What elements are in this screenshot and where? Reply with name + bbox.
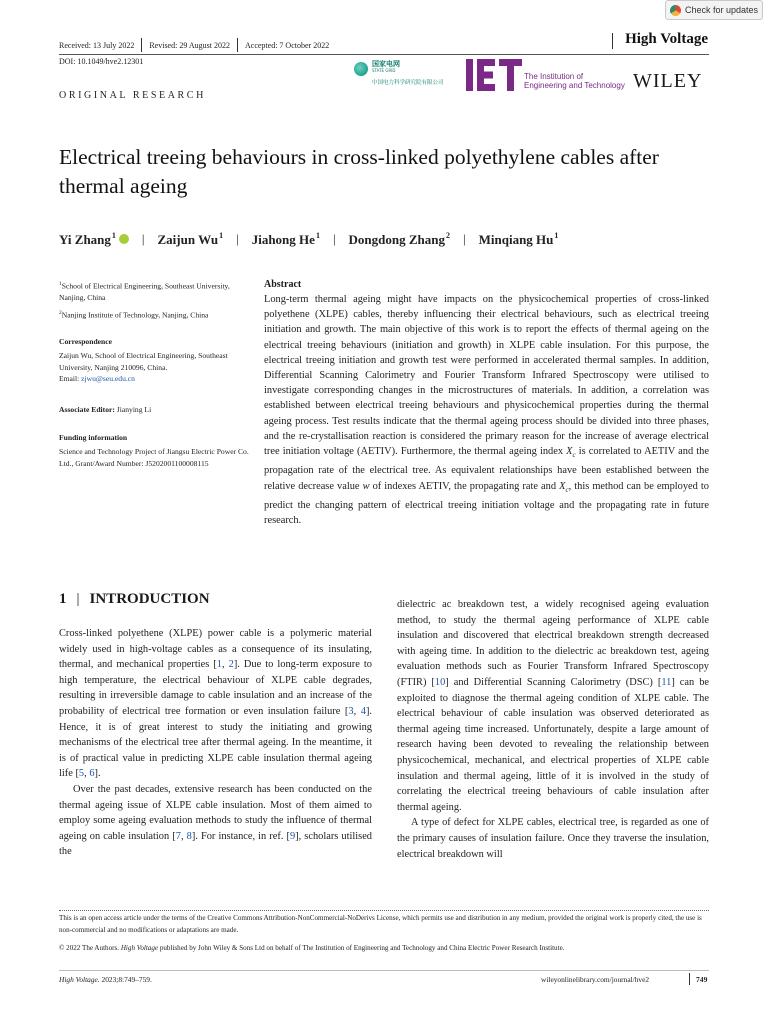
correspondence-body: Zaijun Wu, School of Electrical Engineering, Southeast University, Nanjing 210096, China. Email: zjwu@seu.edu.cn	[59, 351, 228, 383]
check-for-updates-label: Check for updates	[684, 5, 759, 15]
citation: High Voltage. 2023;8:749–759.	[59, 975, 152, 984]
article-dates	[59, 37, 329, 53]
intro-text: ] can be exploited to diagnose the thermal ageing condition of XLPE cable. The electrical behaviour of cable insulation was observed deteriorated as thermal ageing time increased. Unfortunately, despite a large amount of research having been devoted to revealing the relationship between physicochemical, mechanical, and electrical properties of XLPE cable insulation and thermal ageing, little of it is involved in the study of correlating the electrical treeing behaviours of cable insulation after thermal ageing.	[397, 676, 709, 813]
section-label: ORIGINAL RESEARCH	[59, 90, 206, 101]
footer-divider	[59, 970, 709, 971]
date-divider	[141, 38, 142, 52]
copyright-text: © 2022 The Authors. High Voltage published by John Wiley & Sons Ltd on behalf of The Institution of Engineering and Technology and China Electric Power Research Institute.	[59, 944, 565, 952]
reference-link[interactable]: 4	[360, 705, 366, 717]
journal-website-link[interactable]: wileyonlinelibrary.com/journal/hve2	[541, 975, 650, 984]
iet-name	[524, 72, 625, 90]
license-text: This is an open access article under the terms of the Creative Commons Attribution-NonCommercial-NoDerivs License, which permits use and distribution in any medium, provided the original work is properly cited, the use is non-commercial and no modifications or adaptations are made.	[59, 914, 702, 934]
iet-logo-icon	[466, 59, 522, 91]
journal-divider	[612, 33, 613, 49]
intro-paragraph	[59, 782, 372, 860]
iet-name-line1: The Institution of	[524, 72, 584, 81]
journal-name: High Voltage	[625, 31, 708, 47]
intro-right-column	[397, 597, 709, 862]
crossmark-icon	[670, 5, 681, 16]
accepted-date: Accepted: 7 October 2022	[245, 40, 330, 50]
cepri-name: 中国电力科学研究院有限公司	[372, 80, 444, 86]
funding-body: Science and Technology Project of Jiangsu Electric Power Co. Ltd., Grant/Award Number: J5202001100008115	[59, 447, 249, 468]
page-number: 749	[696, 975, 708, 984]
reference-link[interactable]: 1	[216, 659, 222, 671]
article-title: Electrical treeing behaviours in cross-linked polyethylene cables after thermal ageing	[59, 145, 659, 198]
header-rule	[59, 54, 709, 55]
date-divider	[237, 38, 238, 52]
reference-link[interactable]: 8	[186, 830, 192, 842]
state-grid-logo	[354, 61, 458, 91]
author[interactable]: Minqiang Hu$^1$	[478, 230, 559, 247]
intro-text: ].	[94, 768, 101, 780]
abstract-heading: Abstract	[264, 279, 302, 290]
intro-text: Over the past decades, extensive research has been conducted on the thermal ageing issue of XLPE cable insulation. Most of them aimed to employ some ageing evaluation methods to study the influence of thermal ageing on cable insulation [	[59, 783, 372, 842]
intro-paragraph	[397, 597, 709, 815]
reference-link[interactable]: 11	[661, 676, 672, 688]
orcid-icon[interactable]	[119, 234, 129, 244]
intro-text: ]. For instance, in ref. [	[191, 830, 290, 842]
intro-text: ,	[353, 705, 361, 717]
abstract-body: Long-term thermal ageing might have impacts on the physicochemical properties of cross-linked polyethene (XLPE) cables, thereby influencing their electrical behaviours, such as electrical treeing initiation and growth. The main objective of this work is to report the effects of thermal ageing on the electrical treeing behaviours (initiation and growth) in XLPE cable insulation. For this purpose, the electrical treeing initiation and growth test were performed in accelerated thermal samples. In addition, Differential Scanning Calorimetry and Fourier Transform Infrared Spectroscopy were utilised to investigate corresponding changes in the microstructures of materials. In addition, a correlation was established between electrical treeing behaviours and physicochemical properties during the thermal ageing process. Test results indicate that the thermal ageing process should be divided into three phases, and the re-crystallisation reaction is considered the primary reason for the increase of average electrical tree initiation voltage (AETIV). Furthermore, the thermal ageing index $X_c$ is correlated to AETIV and the propagation rate of the electrical tree. As equivalent relationships have been established between the relative decrease value w of indexes AETIV, the propagating rate and $X_c$, this method can be employed to predict the changing pattern of electrical treeing initiation voltage and the propagating rate in future research.	[264, 294, 709, 526]
state-grid-en: STATE GRID	[372, 68, 396, 73]
intro-text: A type of defect for XLPE cables, electrical tree, is regarded as one of the primary causes of insulation failure. Once they traverse the insulation, electrical breakdown will	[397, 817, 709, 860]
author-separator: |	[236, 231, 239, 246]
intro-text: ,	[84, 768, 90, 780]
intro-paragraph	[59, 626, 372, 782]
author[interactable]: Yi Zhang$^1$	[59, 230, 116, 247]
author-separator: |	[332, 231, 336, 246]
wiley-logo: WILEY	[633, 70, 703, 92]
reference-link[interactable]: 5	[78, 768, 85, 780]
intro-text: ] and Differential Scanning Calorimetry (DSC) [	[445, 676, 662, 688]
email-link[interactable]: zjwu@seu.edu.cn	[81, 374, 135, 383]
reference-link[interactable]: 2	[228, 659, 234, 671]
reference-link[interactable]: 3	[348, 705, 354, 717]
intro-text: dielectric ac breakdown test, a widely recognised ageing evaluation method, to study the thermal ageing performance of XLPE cable insulation and discovered that electrical breakdown strength decreased with ageing time. In addition to the dielectric ac breakdown test, ageing evaluation methods such as Fourier Transform Infrared Spectroscopy (FTIR) [	[397, 599, 709, 688]
state-grid-emblem-icon	[354, 62, 368, 76]
doi-link[interactable]: DOI: 10.1049/hve2.12301	[59, 57, 144, 66]
received-date: Received: 13 July 2022	[59, 40, 135, 50]
reference-link[interactable]: 10	[434, 676, 446, 688]
page-divider	[689, 973, 690, 985]
check-for-updates-button[interactable]	[665, 0, 763, 20]
author-list	[59, 230, 558, 248]
intro-text: ,	[180, 830, 187, 842]
author[interactable]: Zaijun Wu$^1$	[157, 230, 224, 247]
author-separator: |	[463, 231, 466, 246]
reference-link[interactable]: 9	[289, 830, 296, 842]
intro-text: ], scholars utilised the	[59, 830, 373, 858]
intro-text: ]. Hence, it is of great interest to study the initiating and growing mechanisms of the electrical tree after thermal ageing. In the meantime, it is of practical value in predicting XLPE cable insulation thermal ageing life [	[59, 705, 372, 780]
author[interactable]: Jiahong He$^1$	[251, 230, 320, 247]
revised-date: Revised: 29 August 2022	[149, 40, 230, 50]
iet-name-line2: Engineering and Technology	[524, 81, 625, 90]
author[interactable]: Dongdong Zhang$^2$	[348, 230, 451, 247]
reference-link[interactable]: 6	[89, 768, 95, 780]
introduction-heading: 1 | INTRODUCTION	[59, 591, 210, 607]
intro-paragraph	[397, 815, 709, 862]
intro-text: Cross-linked polyethene (XLPE) power cable is a polymeric material widely used in high-voltage cables as a consequence of its insulating, thermal, and mechanical properties [	[59, 628, 372, 671]
associate-editor: Associate Editor: Jianying Li	[59, 405, 152, 414]
reference-link[interactable]: 7	[175, 830, 181, 842]
correspondence-title: Correspondence	[59, 337, 113, 346]
intro-text: ,	[221, 659, 229, 671]
intro-text: ]. Due to long-term exposure to high temperature, the electrical behaviour of XLPE cable degrades, resulting in irreversible damage to cable insulation and an increase of the probability of electrical tree formation or even insulation failure [	[59, 659, 372, 717]
funding-title: Funding information	[59, 433, 128, 442]
state-grid-cn: 国家电网	[372, 60, 400, 68]
intro-left-column	[59, 626, 372, 860]
affiliation-2: $^2$Nanjing Institute of Technology, Nanjing, China	[59, 310, 209, 320]
author-separator: |	[141, 231, 145, 246]
affiliation-1: $^1$School of Electrical Engineering, Southeast University, Nanjing, China	[59, 281, 230, 303]
footer-rule	[59, 910, 709, 911]
